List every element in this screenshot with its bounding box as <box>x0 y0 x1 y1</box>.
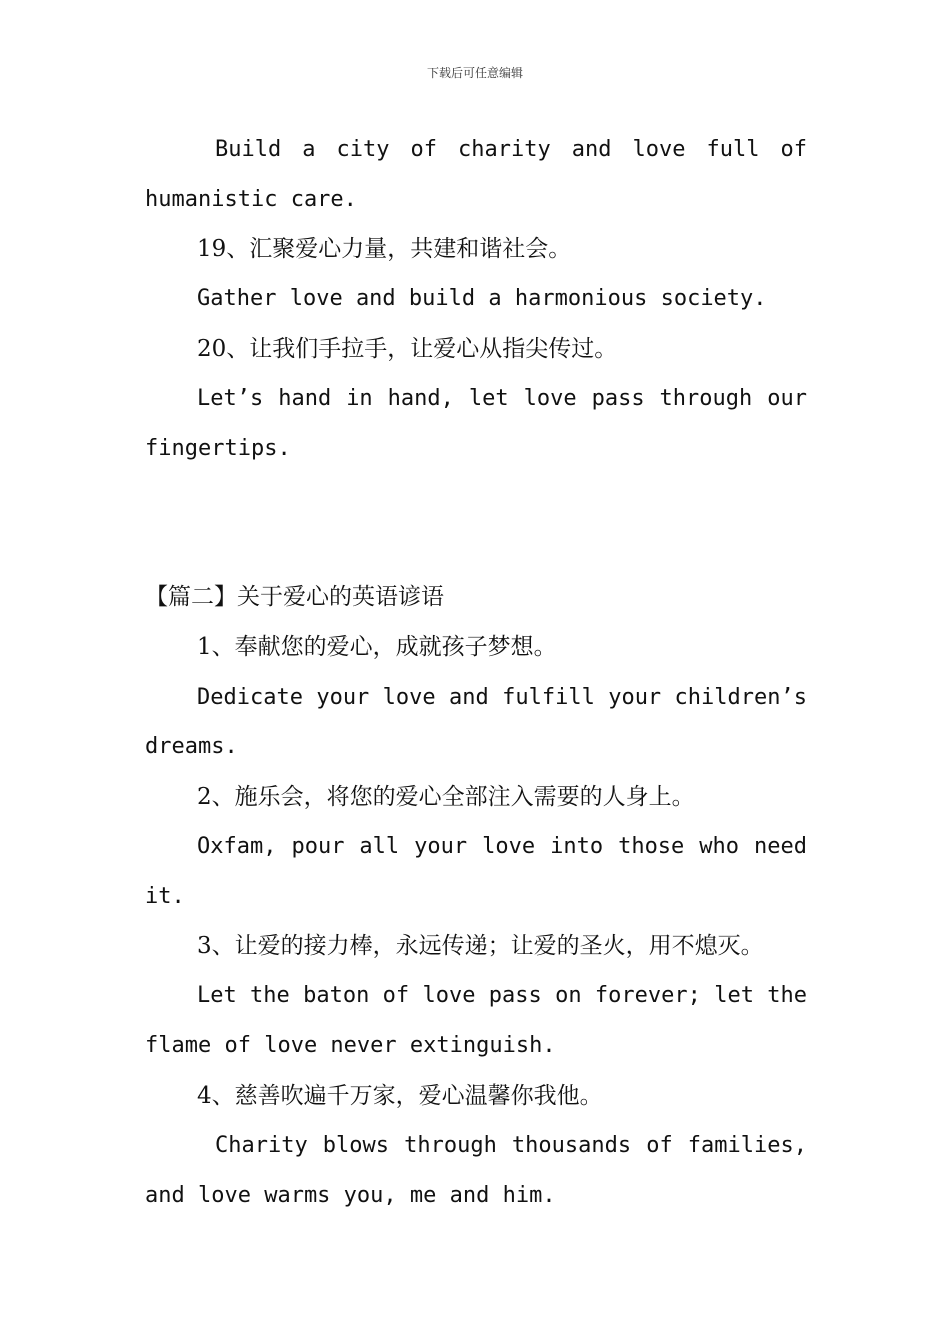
page-header: 下载后可任意编辑 <box>426 66 523 80</box>
text-line: Dedicate your love and fulfill your children’s <box>197 685 807 710</box>
numbered-slogan: 19、汇聚爱心力量，共建和谐社会。 <box>197 236 572 262</box>
text-line: humanistic care. <box>145 187 357 212</box>
text-line: dreams. <box>145 734 238 759</box>
text-line: Gather love and build a harmonious society. <box>197 286 767 311</box>
numbered-slogan: 4、慈善吹遍千万家，爱心温馨你我他。 <box>197 1083 603 1109</box>
numbered-slogan: 1、奉献您的爱心，成就孩子梦想。 <box>197 634 557 660</box>
text-line: Let the baton of love pass on forever; let the <box>197 983 807 1008</box>
text-line: and love warms you, me and him. <box>145 1183 556 1208</box>
text-line: fingertips. <box>145 436 291 461</box>
text-line: flame of love never extinguish. <box>145 1033 556 1058</box>
text-line: Build a city of charity and love full of <box>215 137 807 162</box>
text-line: Oxfam, pour all your love into those who need <box>197 834 807 859</box>
text-line: Let’s hand in hand, let love pass through our <box>197 386 807 411</box>
numbered-slogan: 3、让爱的接力棒，永远传递；让爱的圣火，用不熄灭。 <box>197 933 764 959</box>
numbered-slogan: 20、让我们手拉手，让爱心从指尖传过。 <box>197 336 618 362</box>
text-line: it. <box>145 884 185 909</box>
section-heading: 【篇二】关于爱心的英语谚语 <box>145 584 444 610</box>
numbered-slogan: 2、施乐会，将您的爱心全部注入需要的人身上。 <box>197 784 695 810</box>
text-line: Charity blows through thousands of families, <box>215 1133 807 1158</box>
